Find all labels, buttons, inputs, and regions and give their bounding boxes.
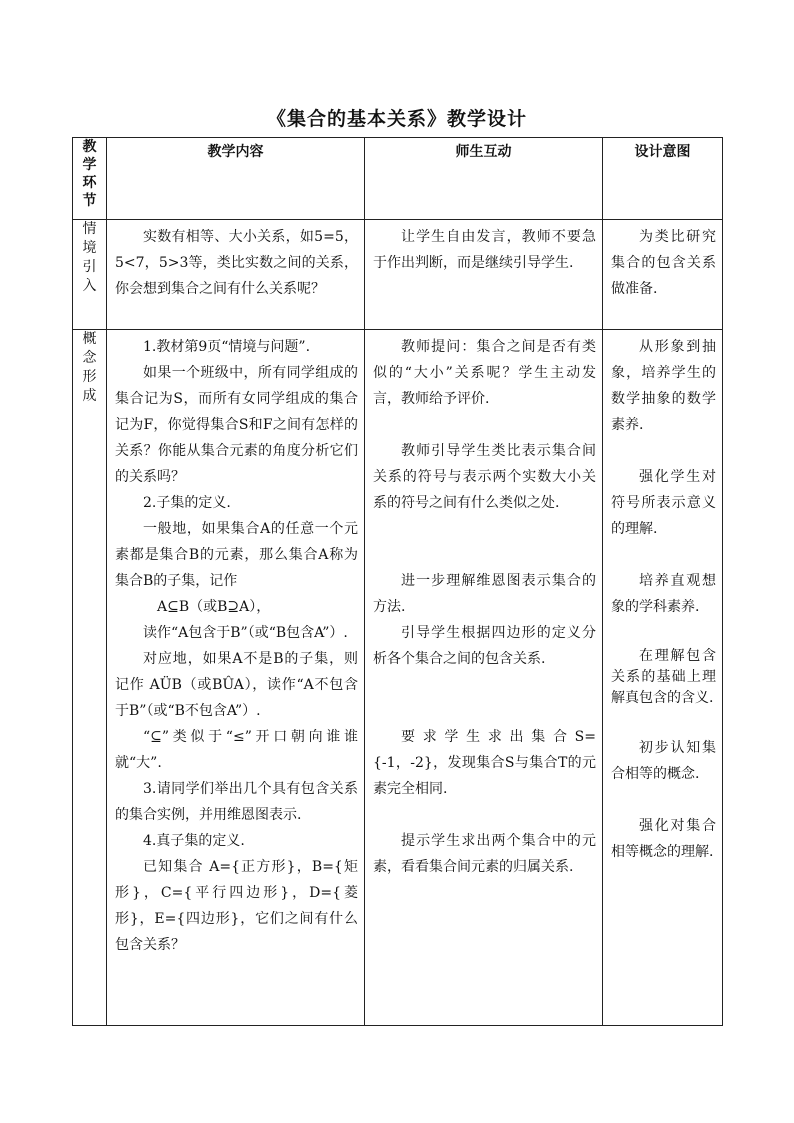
intent-item: 在理解包含关系的基础上理解真包含的含义. bbox=[611, 648, 716, 706]
interaction-item: 提示学生求出两个集合中的元素，看看集合间元素的归属关系. bbox=[373, 833, 596, 875]
interaction-item: 教师引导学生类比表示集合间关系的符号与表示两个实数大小关系的符号之间有什么类似之处. bbox=[373, 443, 596, 511]
content-concept bbox=[107, 330, 365, 1026]
header-row bbox=[73, 138, 723, 220]
intent-item: 强化学生对符号所表示意义的理解. bbox=[611, 469, 716, 537]
interaction-concept bbox=[365, 330, 603, 1026]
content-item: 对应地，如果A不是B的子集，则记作 AÜB（或BÛA），读作“A不包含于B”（或“B不包含A”）. bbox=[115, 651, 358, 719]
lesson-plan-table bbox=[72, 137, 723, 1026]
interaction-item: 进一步理解维恩图表示集合的方法. bbox=[373, 573, 596, 615]
interaction-item: 要求学生求出集合S={-1，-2}，发现集合S与集合T的元素完全相同. bbox=[373, 729, 596, 797]
stage-concept: 概念形成 bbox=[73, 330, 107, 1026]
header-content: 教学内容 bbox=[107, 138, 365, 220]
content-item: 如果一个班级中，所有同学组成的集合记为S，而所有女同学组成的集合记为F，你觉得集合S和F之间有怎样的关系？你能从集合元素的角度分析它们的关系吗？ bbox=[115, 365, 358, 485]
intent-item: 培养直观想象的学科素养. bbox=[611, 573, 716, 615]
content-item: 4.真子集的定义. bbox=[143, 833, 245, 849]
content-item: 已知集合 A={正方形}，B={矩形}，C={平行四边形}，D={菱 形}，E={四边形}，它们之间有什么包含关系？ bbox=[115, 859, 358, 953]
intent-item: 从形象到抽象，培养学生的数学抽象的数学素养. bbox=[611, 339, 716, 433]
stage-situation: 情境引入 bbox=[73, 220, 107, 330]
content-item: 读作“A包含于B”（或“B包含A”）. bbox=[143, 625, 348, 641]
content-item: 1.教材第9页“情境与问题”. bbox=[143, 339, 311, 355]
content-item: “⊆”类似于“≤”开口朝向谁谁就“大”. bbox=[115, 729, 358, 771]
header-intent: 设计意图 bbox=[603, 138, 723, 220]
content-item: 3.请同学们举出几个具有包含关系的集合实例，并用维恩图表示. bbox=[115, 781, 358, 823]
content-item: 一般地，如果集合A的任意一个元素都是集合B的元素，那么集合A称为集合B的子集，记作 bbox=[115, 521, 358, 589]
intent-situation: 为类比研究集合的包含关系做准备. bbox=[603, 220, 723, 330]
interaction-item: 引导学生根据四边形的定义分析各个集合之间的包含关系. bbox=[373, 625, 596, 667]
row-situation bbox=[73, 220, 723, 330]
content-formula: A⊆B（或B⊇A）， bbox=[157, 599, 271, 615]
interaction-situation: 让学生自由发言，教师不要急于作出判断，而是继续引导学生. bbox=[365, 220, 603, 330]
row-concept bbox=[73, 330, 723, 1026]
content-situation: 实数有相等、大小关系，如5=5，5<7，5>3等，类比实数之间的关系，你会想到集合之间有什么关系呢？ bbox=[107, 220, 365, 330]
intent-item: 强化对集合相等概念的理解. bbox=[611, 818, 716, 860]
content-item: 2.子集的定义. bbox=[143, 495, 231, 511]
page-title: 《集合的基本关系》教学设计 bbox=[266, 108, 527, 130]
header-interaction: 师生互动 bbox=[365, 138, 603, 220]
intent-item: 初步认知集合相等的概念. bbox=[611, 740, 716, 782]
interaction-item: 教师提问：集合之间是否有类似的“大小”关系呢？学生主动发言，教师给予评价. bbox=[373, 339, 596, 407]
intent-concept bbox=[603, 330, 723, 1026]
header-stage: 教学环节 bbox=[73, 138, 107, 220]
